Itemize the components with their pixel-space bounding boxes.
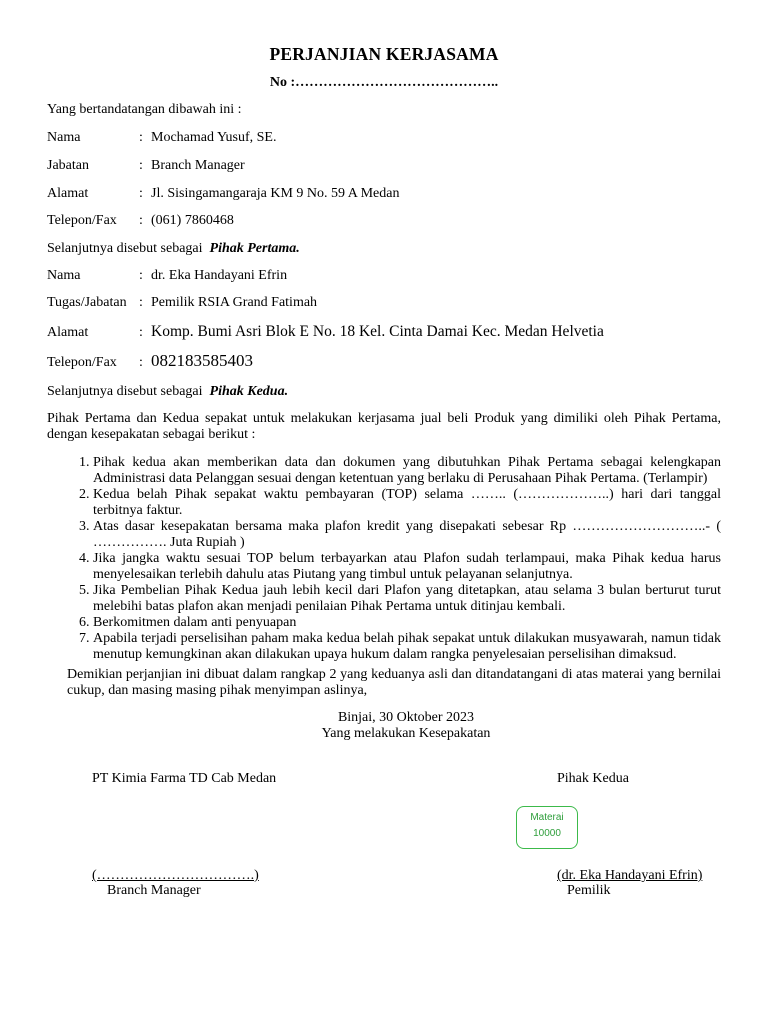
field-label: Nama bbox=[47, 268, 81, 283]
first-party-designation bbox=[47, 241, 300, 257]
agreement-by: Yang melakukan Kesepakatan bbox=[321, 726, 491, 741]
agreement-intro: Pihak Pertama dan Kedua sepakat untuk melakukan kerjasama jual beli Produk yang dimiliki oleh Pihak Pertama, dengan kesepakatan sebagai berikut : bbox=[47, 411, 721, 442]
term-item: 5. Jika Pembelian Pihak Kedua jauh lebih kecil dari Plafon yang ditetapkan, atau selama 3 bulan berturut turut melebihi batas plafon akan menjadi penilaian Pihak Pertama untuk ditinjau kembali. bbox=[93, 583, 721, 615]
term-item: 1. Pihak kedua akan memberikan data dan dokumen yang dibutuhkan Pihak Pertama sebagai kelengkapan Administrasi data Pelanggan sesuai dengan ketentuan yang berlaku di Perusahaan Pihak Pertama. (Terlampir) bbox=[93, 455, 721, 487]
field-colon: : bbox=[139, 130, 143, 145]
field-colon: : bbox=[139, 325, 143, 340]
field-colon: : bbox=[139, 355, 143, 370]
field-colon: : bbox=[139, 213, 143, 228]
field-value: Mochamad Yusuf, SE. bbox=[151, 130, 277, 145]
field-value: Jl. Sisingamangaraja KM 9 No. 59 A Medan bbox=[151, 186, 400, 201]
document-title: PERJANJIAN KERJASAMA bbox=[269, 44, 499, 64]
field-label: Nama bbox=[47, 130, 81, 145]
terms-list bbox=[47, 455, 721, 663]
right-signatory-role: Pemilik bbox=[567, 883, 611, 898]
field-colon: : bbox=[139, 186, 143, 201]
party-name: Pihak Pertama. bbox=[209, 241, 300, 256]
left-signatory-role: Branch Manager bbox=[107, 883, 201, 898]
field-label: Jabatan bbox=[47, 158, 89, 173]
stamp-label: Materai bbox=[530, 812, 564, 823]
right-signatory-name: (dr. Eka Handayani Efrin) bbox=[557, 868, 703, 883]
left-signatory-name: (…………………………….) bbox=[92, 868, 259, 883]
left-signatory-org: PT Kimia Farma TD Cab Medan bbox=[92, 771, 277, 786]
stamp-value: 10000 bbox=[533, 828, 561, 839]
field-label: Alamat bbox=[47, 186, 89, 201]
designation-prefix: Selanjutnya disebut sebagai bbox=[47, 384, 203, 399]
term-item: 7. Apabila terjadi perselisihan paham maka kedua belah pihak sepakat untuk dilakukan musyawarah, namun tidak menutup kemungkinan akan dilakukan upaya hukum dalam rangka penyelesaian perselisihan dimaksud. bbox=[93, 631, 721, 663]
second-party-designation bbox=[47, 384, 288, 400]
party-name: Pihak Kedua. bbox=[209, 384, 289, 399]
intro-text: Yang bertandatangan dibawah ini : bbox=[47, 102, 242, 117]
term-item: 6. Berkomitmen dalam anti penyuapan bbox=[93, 615, 721, 631]
document-number: No :…………………………………….. bbox=[269, 75, 499, 90]
field-value: Pemilik RSIA Grand Fatimah bbox=[151, 295, 318, 310]
field-value: Komp. Bumi Asri Blok E No. 18 Kel. Cinta Damai Kec. Medan Helvetia bbox=[151, 323, 604, 340]
field-label: Tugas/Jabatan bbox=[47, 295, 127, 310]
designation-prefix: Selanjutnya disebut sebagai bbox=[47, 241, 203, 256]
term-item: 2. Kedua belah Pihak sepakat waktu pembayaran (TOP) selama …….. (………………..) hari dari tanggal terbitnya faktur. bbox=[93, 487, 721, 519]
place-date: Binjai, 30 Oktober 2023 bbox=[337, 710, 475, 725]
field-value: dr. Eka Handayani Efrin bbox=[151, 268, 288, 283]
right-signatory-org: Pihak Kedua bbox=[557, 771, 629, 786]
closing-paragraph: Demikian perjanjian ini dibuat dalam rangkap 2 yang keduanya asli dan ditandatangani di atas materai yang bernilai cukup, dan masing masing pihak menyimpan aslinya, bbox=[67, 667, 721, 698]
term-item: 3. Atas dasar kesepakatan bersama maka plafon kredit yang disepakati sebesar Rp ………………………..- ( ……………. Juta Rupiah ) bbox=[93, 519, 721, 551]
field-colon: : bbox=[139, 268, 143, 283]
field-label: Telepon/Fax bbox=[47, 355, 117, 370]
field-colon: : bbox=[139, 158, 143, 173]
field-value: Branch Manager bbox=[151, 158, 245, 173]
term-item: 4. Jika jangka waktu sesuai TOP belum terbayarkan atau Plafon sudah terlampaui, maka Pihak kedua harus menyelesaikan terlebih dahulu atas Piutang yang timbul untuk pelayanan selanjutnya. bbox=[93, 551, 721, 583]
field-label: Telepon/Fax bbox=[47, 213, 117, 228]
field-value: (061) 7860468 bbox=[151, 213, 234, 228]
materai-stamp bbox=[516, 806, 578, 849]
field-label: Alamat bbox=[47, 325, 89, 340]
field-value: 082183585403 bbox=[151, 351, 253, 370]
field-colon: : bbox=[139, 295, 143, 310]
